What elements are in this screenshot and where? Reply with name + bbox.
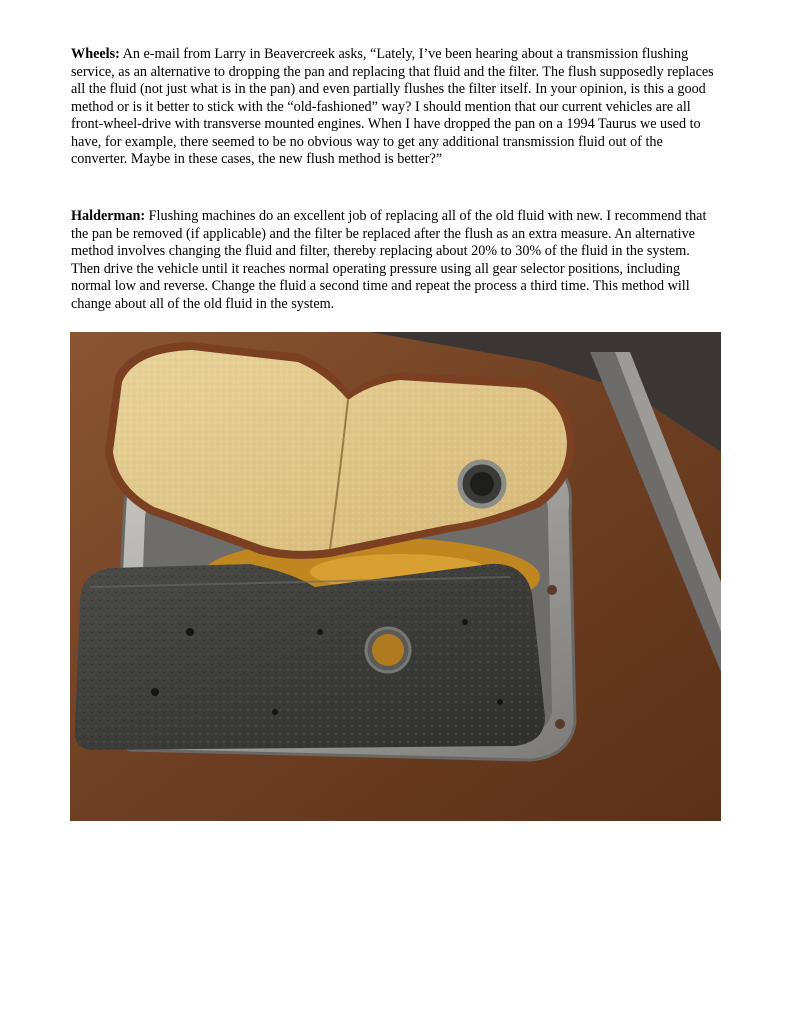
speaker-wheels: Wheels: [71,46,120,62]
speaker-halderman: Halderman: [71,208,146,224]
photo-illustration [70,332,721,821]
paragraph-question [71,46,721,169]
dirty-filter [75,564,545,750]
answer-text: Flushing machines do an excellent job of replacing all of the old fluid with new. I recommend that the pan be removed (if applicable) and the filter be replaced after the flush as an extra measure. An alternative method involves changing the fluid and filter, thereby replacing about 20% to 30% of the fluid in the system. Then drive the vehicle until it reaches normal operating pressure using all gear selector positions, including normal low and reverse. Change the fluid a second time and repeat the process a third time. This method will change about all of the old fluid in the system. [71,208,707,312]
transmission-filter-photo [70,332,721,821]
question-text: An e-mail from Larry in Beavercreek asks, “Lately, I’ve been hearing about a transmission flushing service, as an alternative to dropping the pan and replacing that fluid and the filter. The flush supposedly replaces all the fluid (not just what is in the pan) and even partially flushes the filter itself. In your opinion, is this a good method or is it better to stick with the “old-fashioned” way? I should mention that our current vehicles are all front-wheel-drive with transverse mounted engines. When I have dropped the pan on a 1994 Taurus we used to have, for example, there seemed to be no obvious way to get any additional transmission fluid out of the converter. Maybe in these cases, the new flush method is better?” [71,46,714,167]
paragraph-answer [71,208,721,313]
